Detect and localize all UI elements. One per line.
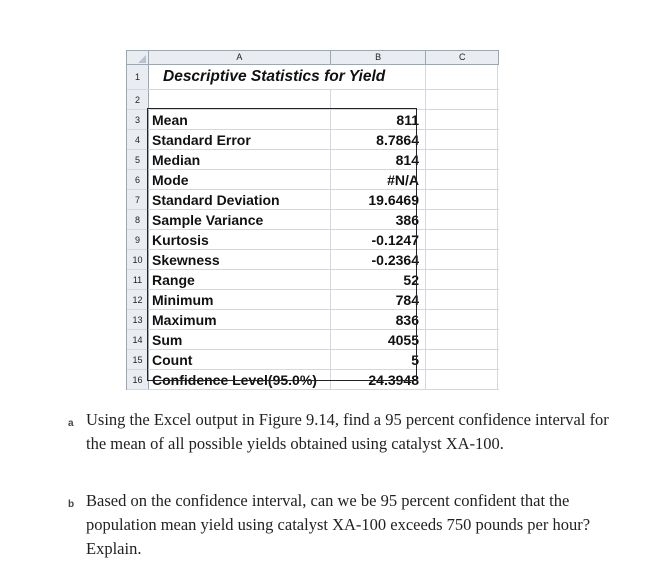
stat-label[interactable]: Mode — [149, 170, 331, 189]
stat-value[interactable]: -0.1247 — [331, 230, 426, 249]
row-number[interactable]: 3 — [127, 110, 149, 129]
cell-c[interactable] — [426, 190, 498, 209]
cell-c[interactable] — [426, 270, 498, 289]
stat-value[interactable]: 784 — [331, 290, 426, 309]
stat-value[interactable]: 386 — [331, 210, 426, 229]
stat-row — [127, 230, 499, 250]
stat-label[interactable]: Minimum — [149, 290, 331, 309]
stat-value[interactable]: 5 — [331, 350, 426, 369]
column-header-b[interactable]: B — [331, 51, 426, 64]
row-number[interactable]: 16 — [127, 370, 149, 389]
stat-value[interactable]: 811 — [331, 110, 426, 129]
row-number[interactable]: 8 — [127, 210, 149, 229]
row-number[interactable]: 1 — [127, 65, 149, 89]
stat-label[interactable]: Sum — [149, 330, 331, 349]
stat-row — [127, 350, 499, 370]
stat-label[interactable]: Range — [149, 270, 331, 289]
cell-c[interactable] — [426, 230, 498, 249]
row-number[interactable]: 10 — [127, 250, 149, 269]
title-row — [127, 65, 499, 90]
cell-c[interactable] — [426, 90, 498, 109]
cell-b[interactable] — [331, 90, 426, 109]
stat-label[interactable]: Count — [149, 350, 331, 369]
cell-c[interactable] — [426, 370, 498, 389]
question-text: Using the Excel output in Figure 9.14, find a 95 percent confidence interval for the mean of all possible yields obtained using catalyst XA-100. — [86, 410, 609, 453]
column-header-row — [127, 51, 499, 65]
empty-row — [127, 90, 499, 110]
question-a — [68, 408, 628, 456]
stat-label[interactable]: Standard Deviation — [149, 190, 331, 209]
question-letter: b — [68, 499, 75, 510]
column-header-c[interactable]: C — [426, 51, 499, 64]
spreadsheet — [126, 50, 499, 390]
stat-row — [127, 210, 499, 230]
sheet-title[interactable]: Descriptive Statistics for Yield — [149, 65, 426, 89]
cell-c[interactable] — [426, 150, 498, 169]
row-number[interactable]: 15 — [127, 350, 149, 369]
stat-row — [127, 270, 499, 290]
stat-value[interactable]: 836 — [331, 310, 426, 329]
row-number[interactable]: 7 — [127, 190, 149, 209]
stat-row — [127, 250, 499, 270]
cell-c[interactable] — [426, 210, 498, 229]
row-number[interactable]: 12 — [127, 290, 149, 309]
stat-row — [127, 370, 499, 390]
column-header-a[interactable]: A — [149, 51, 331, 64]
stat-label[interactable]: Sample Variance — [149, 210, 331, 229]
stat-row — [127, 190, 499, 210]
stat-value[interactable]: -0.2364 — [331, 250, 426, 269]
stat-value[interactable]: 8.7864 — [331, 130, 426, 149]
row-number[interactable]: 6 — [127, 170, 149, 189]
question-letter: a — [68, 418, 74, 429]
stat-label[interactable]: Maximum — [149, 310, 331, 329]
cell-c[interactable] — [426, 250, 498, 269]
stat-value[interactable]: 4055 — [331, 330, 426, 349]
stat-value[interactable]: #N/A — [331, 170, 426, 189]
stat-value[interactable]: 814 — [331, 150, 426, 169]
stat-value[interactable]: 24.3948 — [331, 370, 426, 389]
row-number[interactable]: 5 — [127, 150, 149, 169]
cell-c[interactable] — [426, 110, 498, 129]
stat-row — [127, 290, 499, 310]
stat-label[interactable]: Mean — [149, 110, 331, 129]
stat-value[interactable]: 52 — [331, 270, 426, 289]
stat-value[interactable]: 19.6469 — [331, 190, 426, 209]
stat-row — [127, 130, 499, 150]
cell-c[interactable] — [426, 330, 498, 349]
cell-c[interactable] — [426, 65, 498, 89]
cell-c[interactable] — [426, 170, 498, 189]
row-number[interactable]: 14 — [127, 330, 149, 349]
stat-row — [127, 110, 499, 130]
stat-row — [127, 310, 499, 330]
row-number[interactable]: 11 — [127, 270, 149, 289]
stat-row — [127, 170, 499, 190]
row-number[interactable]: 9 — [127, 230, 149, 249]
question-text: Based on the confidence interval, can we be 95 percent confident that the population mean yield using catalyst XA-100 exceeds 750 pounds per hour? Explain. — [86, 491, 591, 558]
cell-c[interactable] — [426, 290, 498, 309]
cell-c[interactable] — [426, 130, 498, 149]
cell-c[interactable] — [426, 310, 498, 329]
stat-label[interactable]: Kurtosis — [149, 230, 331, 249]
stat-row — [127, 150, 499, 170]
stat-label[interactable]: Standard Error — [149, 130, 331, 149]
stat-label[interactable]: Skewness — [149, 250, 331, 269]
row-number[interactable]: 13 — [127, 310, 149, 329]
row-number[interactable]: 4 — [127, 130, 149, 149]
stat-label[interactable]: Median — [149, 150, 331, 169]
cell-a[interactable] — [149, 90, 331, 109]
select-all-corner[interactable] — [127, 51, 149, 64]
cell-c[interactable] — [426, 350, 498, 369]
question-b — [68, 489, 628, 561]
stat-label[interactable]: Confidence Level(95.0%) — [149, 370, 331, 389]
stat-row — [127, 330, 499, 350]
row-number[interactable]: 2 — [127, 90, 149, 109]
